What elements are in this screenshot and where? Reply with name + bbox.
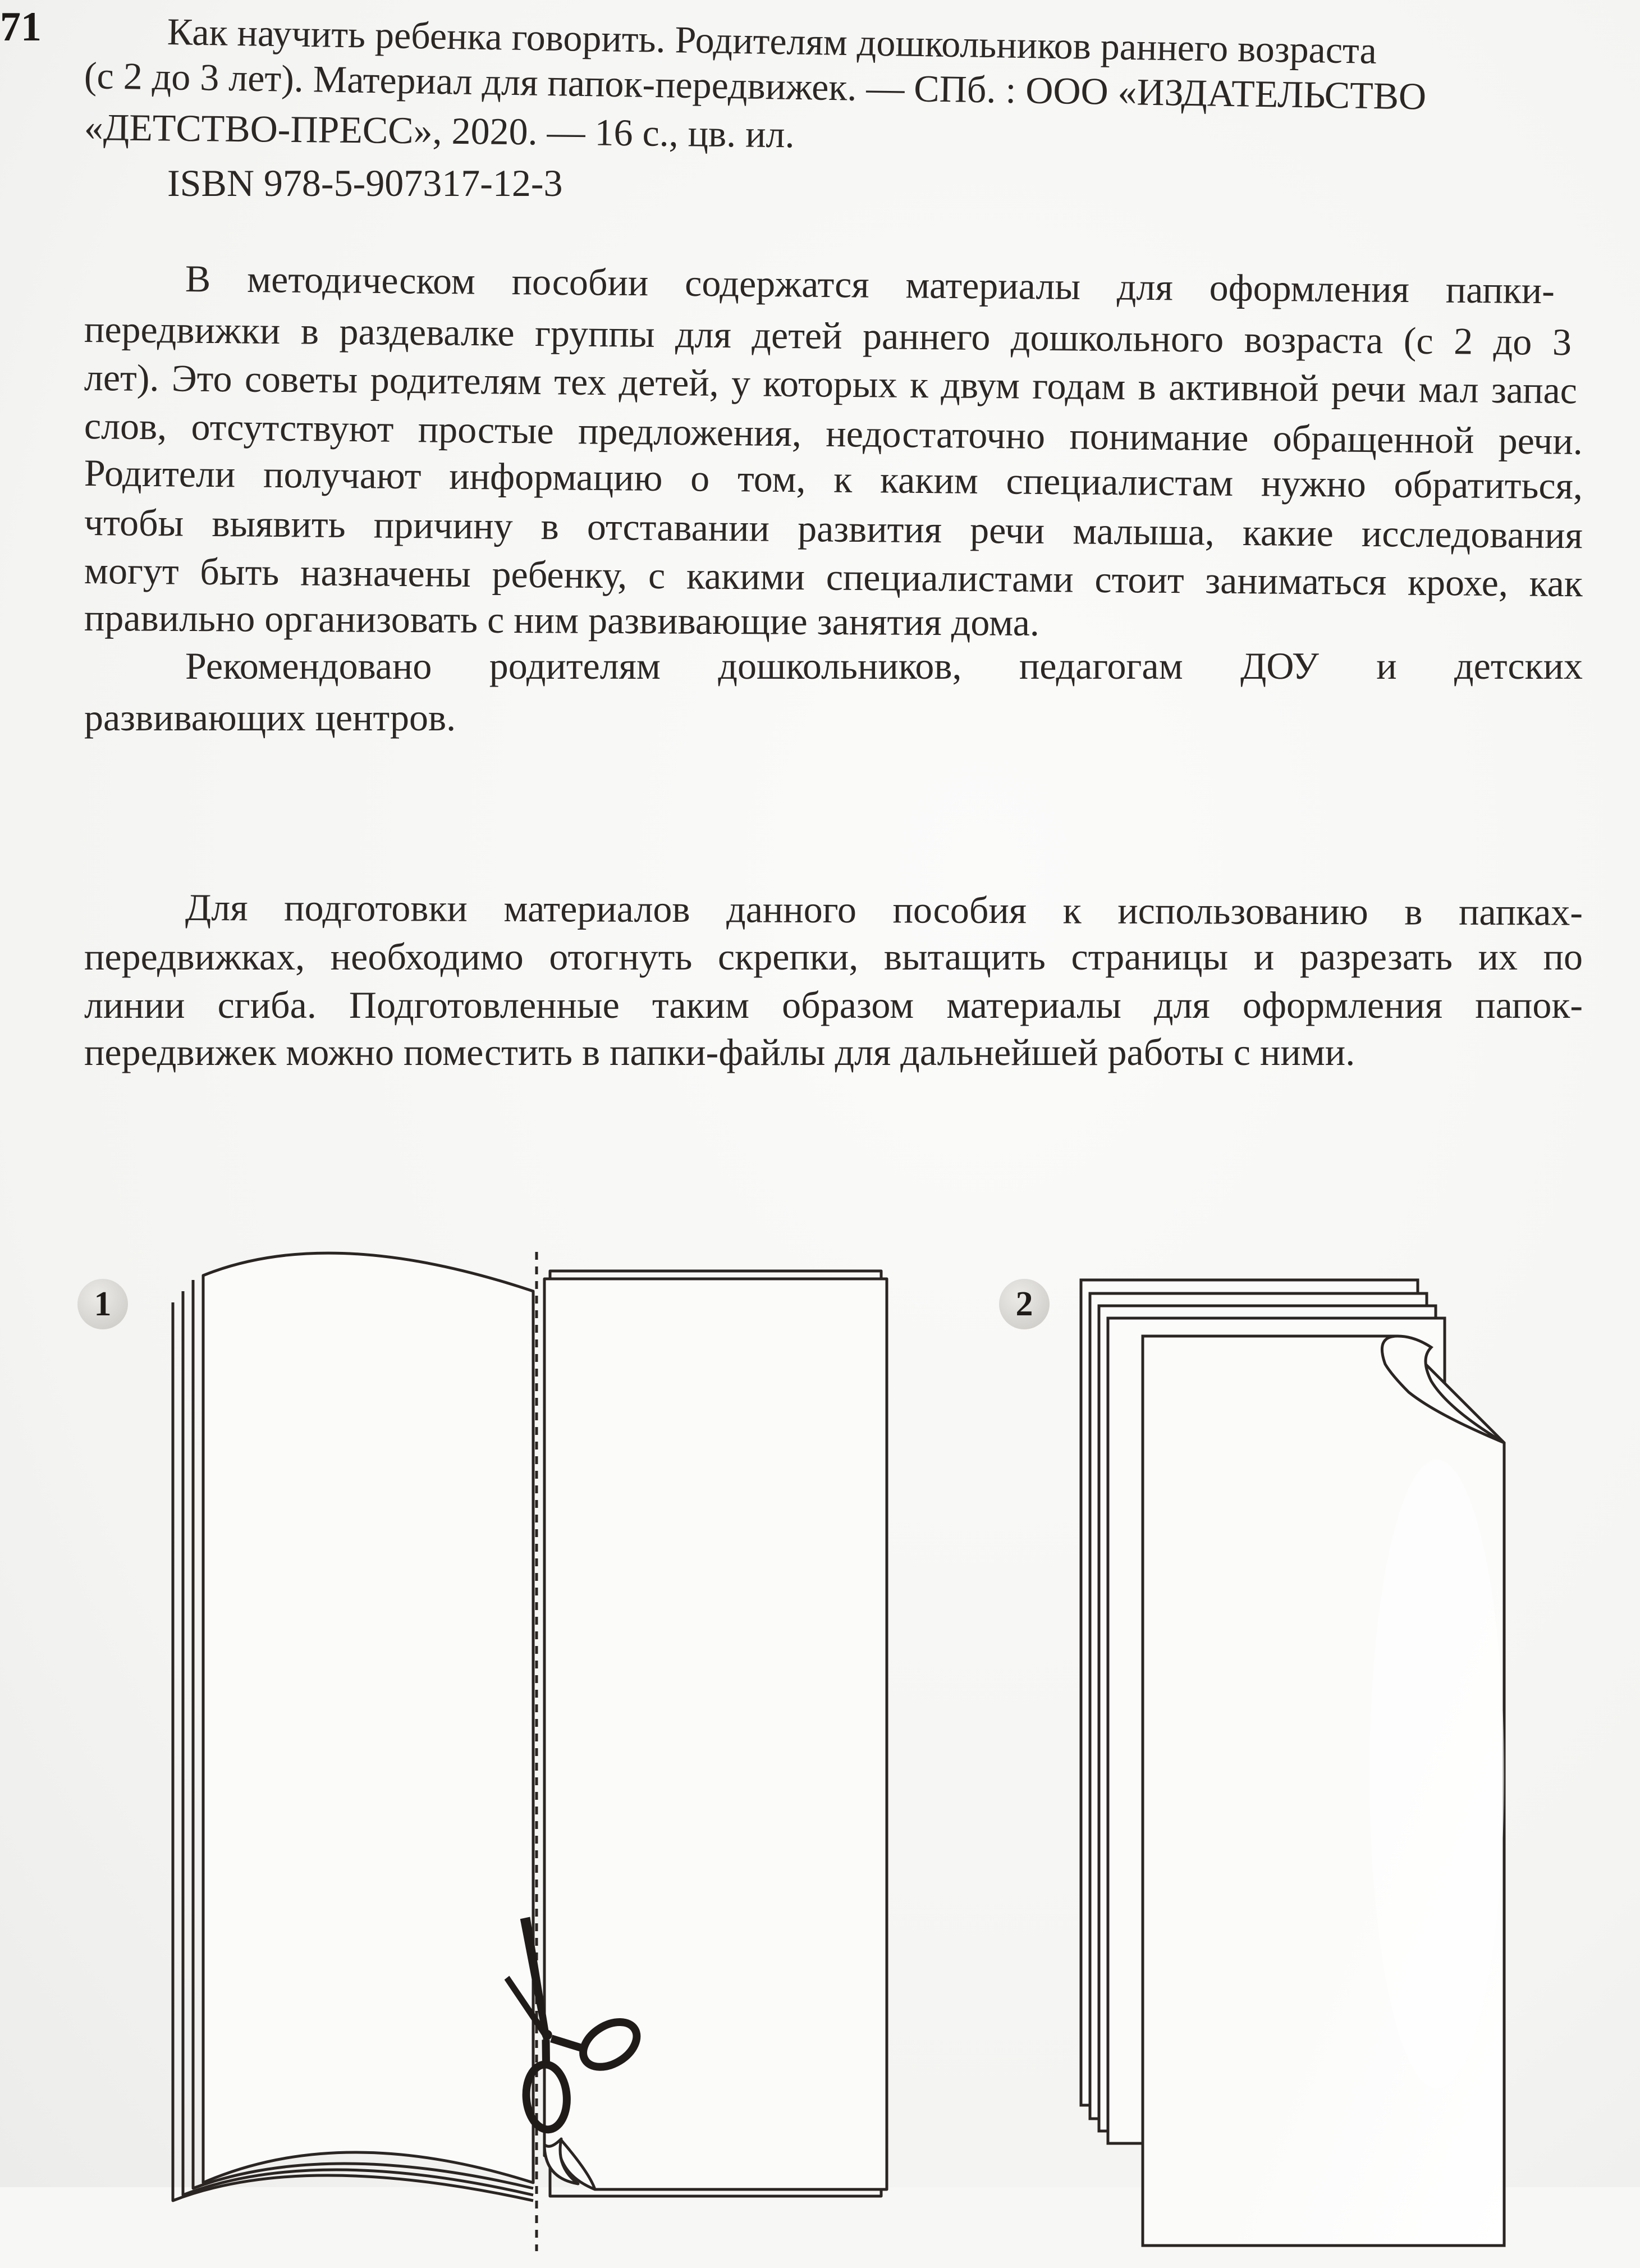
- open-book-icon: [163, 1246, 904, 2257]
- instructions-line: Для подготовки материалов данного пособия к использованию в папках-: [185, 886, 1583, 934]
- bibliography-line: «ДЕТСТВО-ПРЕСС», 2020. — 16 с., цв. ил.: [84, 106, 795, 156]
- bibliography-line: Как научить ребенка говорить. Родителям дошкольников раннего возраста: [167, 10, 1377, 72]
- catalog-code: 71: [0, 4, 42, 50]
- abstract-line: чтобы выявить причину в отставании развития речи малыша, какие исследования: [84, 501, 1583, 557]
- bibliography-line: (с 2 до 3 лет). Материал для папок-передвижек. — СПб. : ООО «ИЗДАТЕЛЬСТВО: [84, 54, 1427, 118]
- abstract-line: передвижки в раздевалке группы для детей раннего дошкольного возраста (с 2 до 3: [84, 308, 1572, 364]
- instructions-line: линии сгиба. Подготовленные таким образом материалы для оформления папок-: [84, 984, 1583, 1026]
- abstract-line: лет). Это советы родителям тех детей, у которых к двум годам в активной речи мал запас: [84, 356, 1578, 412]
- gloss-highlight: [1369, 1460, 1504, 2088]
- page-stack-icon: [1078, 1269, 1515, 2268]
- book-left-page: [203, 1253, 533, 2183]
- abstract-line: могут быть назначены ребенку, с какими специалистами стоит заниматься крохе, как: [84, 549, 1583, 605]
- abstract-line: правильно организовать с ним развивающие занятия дома.: [84, 596, 1040, 644]
- abstract-line: слов, отсутствуют простые предложения, недостаточно понимание обращенной речи.: [84, 404, 1583, 463]
- instructions-line: передвижек можно поместить в папки-файлы для дальнейшей работы с ними.: [84, 1031, 1355, 1073]
- instructions-line: передвижках, необходимо отогнуть скрепки, вытащить страницы и разрезать их по: [84, 935, 1583, 978]
- figure-number-badge: 1: [77, 1279, 128, 1329]
- recommendation-line: развивающих центров.: [84, 696, 456, 739]
- recommendation-line: Рекомендовано родителям дошкольников, педагогам ДОУ и детских: [185, 644, 1583, 687]
- figure-number-badge: 2: [999, 1279, 1050, 1329]
- abstract-line: В методическом пособии содержатся материалы для оформления папки-: [185, 257, 1555, 312]
- abstract-line: Родители получают информацию о том, к каким специалистам нужно обратиться,: [84, 451, 1583, 507]
- book-right-page: [544, 1279, 887, 2189]
- isbn: ISBN 978-5-907317-12-3: [167, 162, 563, 204]
